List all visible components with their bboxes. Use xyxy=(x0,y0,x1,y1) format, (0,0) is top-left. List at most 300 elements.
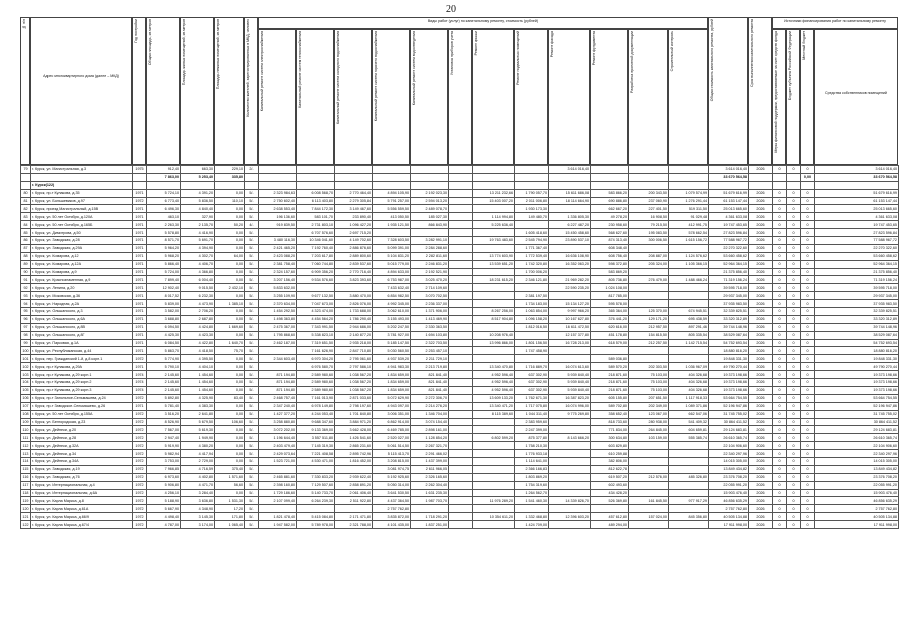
table-cell: 85 xyxy=(21,229,31,237)
table-cell: 212 957,50 xyxy=(629,323,669,331)
table-row xyxy=(21,173,899,181)
table-cell: 0 xyxy=(787,379,801,387)
table-cell: 9 677 132,50 xyxy=(297,292,335,300)
table-cell: 0 xyxy=(773,331,787,339)
table-cell: 0,00 xyxy=(215,379,245,387)
table-cell: 1971 xyxy=(133,363,147,371)
table-cell xyxy=(449,426,473,434)
table-cell: 4 383,30 xyxy=(181,402,215,410)
table-cell: 1 729 186,60 xyxy=(259,489,297,497)
table-cell xyxy=(335,173,373,181)
table-cell: 608 756,40 xyxy=(591,252,629,260)
table-cell: 3 835 872,00 xyxy=(373,513,411,521)
table-cell xyxy=(787,181,801,189)
table-cell xyxy=(629,173,669,181)
table-cell: 2 429 073,64 xyxy=(259,450,297,458)
table-cell: 149 480,70 xyxy=(515,213,549,221)
table-cell: 2 140 877,20 xyxy=(335,331,373,339)
table-cell: 2026 xyxy=(749,197,773,205)
table-cell: 451 178,80 xyxy=(591,331,629,339)
table-cell: 0,00 xyxy=(215,363,245,371)
table-cell: 0,00 xyxy=(215,308,245,316)
table-cell: 157 024,00 xyxy=(629,513,669,521)
table-cell: 637 302,90 xyxy=(515,379,549,387)
table-row xyxy=(21,481,899,489)
header-work-8: Ремонт подвальных помещений xyxy=(514,29,548,165)
table-cell xyxy=(411,166,449,174)
table-cell: 526 369,80 xyxy=(591,497,629,505)
table-cell: 2 847 710,80 xyxy=(335,347,373,355)
table-cell: 1 754 319,60 xyxy=(515,481,549,489)
table-cell: 15 903 476,40 xyxy=(815,489,899,497)
table-cell: 5/- xyxy=(245,402,259,410)
table-row xyxy=(21,418,899,426)
table-cell: 818 733,60 xyxy=(591,418,629,426)
table-cell xyxy=(549,268,591,276)
table-cell: 0 xyxy=(773,308,787,316)
table-cell: 17 911 998,00 xyxy=(815,521,899,529)
table-cell: 1 790 057,70 xyxy=(515,189,549,197)
table-cell: 2026 xyxy=(749,268,773,276)
table-cell: 1974 xyxy=(133,371,147,379)
table-cell: 1974 xyxy=(133,379,147,387)
table-cell xyxy=(473,229,515,237)
table-cell xyxy=(473,268,515,276)
table-cell: 2026 xyxy=(749,244,773,252)
table-row xyxy=(21,347,899,355)
table-cell xyxy=(449,237,473,245)
table-cell: 5 619,30 xyxy=(181,426,215,434)
table-cell: 5 061 514,50 xyxy=(373,442,411,450)
table-cell: 1971 xyxy=(133,205,147,213)
table-cell xyxy=(473,347,515,355)
table-cell xyxy=(259,173,297,181)
table-cell: 674 945,51 xyxy=(669,308,709,316)
table-cell: 56,60 xyxy=(215,481,245,489)
table-cell: 6 469 785,00 xyxy=(373,426,411,434)
table-cell: 26 610 365,74 xyxy=(815,434,899,442)
table-cell: 0 xyxy=(801,394,815,402)
table-cell: 589 702,80 xyxy=(591,402,629,410)
table-cell: 3 174,00 xyxy=(181,521,215,529)
table-cell: 1 038 567,20 xyxy=(335,371,373,379)
table-cell: 0 xyxy=(773,252,787,260)
table-cell: 10 346 041,60 xyxy=(297,237,335,245)
table-cell xyxy=(449,489,473,497)
table-cell xyxy=(449,386,473,394)
table-cell: 0,00 xyxy=(215,371,245,379)
table-cell: 1 571,60 xyxy=(215,473,245,481)
header-fin-2: Бюджет субъекта Российской Федерации xyxy=(786,29,800,165)
table-cell: 8 017,52 xyxy=(147,292,181,300)
table-cell xyxy=(473,292,515,300)
table-cell: 2026 xyxy=(749,276,773,284)
table-cell: 125 370,00 xyxy=(629,308,669,316)
table-cell: г. Курск, ул. Заводская, д.28 xyxy=(31,237,133,245)
table-cell: 4 366,80 xyxy=(181,268,215,276)
table-cell xyxy=(245,173,259,181)
table-cell: 7 966,85 xyxy=(147,465,181,473)
table-cell: 2026 xyxy=(749,379,773,387)
table-cell xyxy=(449,166,473,174)
table-cell: 0,00 xyxy=(215,434,245,442)
table-row xyxy=(21,197,899,205)
table-cell: 1 063 854,00 xyxy=(515,308,549,316)
table-cell: 116 xyxy=(21,473,31,481)
table-cell: 8 571,70 xyxy=(147,237,181,245)
table-cell: 6 084,50 xyxy=(147,339,181,347)
table-cell xyxy=(549,465,591,473)
table-row xyxy=(21,426,899,434)
table-cell: 2 432,10 xyxy=(215,284,245,292)
table-row xyxy=(21,292,899,300)
table-cell: 0 xyxy=(787,465,801,473)
table-cell: 0 xyxy=(773,410,787,418)
table-cell: 1972 xyxy=(133,410,147,418)
table-cell: 0 xyxy=(773,347,787,355)
table-cell: 111 xyxy=(21,434,31,442)
table-cell: 0 xyxy=(787,252,801,260)
table-cell: 9 015,50 xyxy=(181,284,215,292)
table-cell xyxy=(629,166,669,174)
table-cell: 39 744 148,96 xyxy=(709,323,749,331)
table-cell: 13 340 471,20 xyxy=(473,402,515,410)
table-cell: 0,00 xyxy=(215,355,245,363)
table-cell: 4 840,40 xyxy=(181,205,215,213)
table-cell: 1972 xyxy=(133,355,147,363)
table-cell: 61 153 147,44 xyxy=(709,197,749,205)
table-cell: 300 634,80 xyxy=(591,434,629,442)
table-cell: 2 714 109,60 xyxy=(411,284,449,292)
table-cell xyxy=(709,181,749,189)
table-row xyxy=(21,513,899,521)
table-cell: 5 556 559,50 xyxy=(373,205,411,213)
table-cell: 0,00 xyxy=(215,260,245,268)
table-cell: 101 xyxy=(22,356,29,361)
table-cell: 6 094,50 xyxy=(147,323,181,331)
table-cell: 2 589 980,60 xyxy=(297,379,335,387)
header-fin-group: Источники финансирования работ по капитальному ремонту xyxy=(772,17,898,29)
table-cell: 1971 xyxy=(133,229,147,237)
table-cell: 0 xyxy=(801,450,815,458)
table-cell: 2 798 197,60 xyxy=(335,402,373,410)
table-cell: 5/- xyxy=(245,457,259,465)
table-cell: 5/- xyxy=(245,323,259,331)
table-cell: 15 903 476,40 xyxy=(709,489,749,497)
table-cell: 5/- xyxy=(245,442,259,450)
table-cell: 1 426 541,60 xyxy=(335,434,373,442)
table-cell: 1 044 311,40 xyxy=(515,410,549,418)
table-cell: 610 259,88 xyxy=(591,450,629,458)
table-cell: 0 xyxy=(801,363,815,371)
table-cell xyxy=(515,355,549,363)
table-cell: 218 871,60 xyxy=(591,379,629,387)
table-cell: 5 892,80 xyxy=(147,394,181,402)
table-cell: 0 xyxy=(787,323,801,331)
table-cell: 86 xyxy=(21,237,31,245)
table-cell: 3 688,80 xyxy=(147,315,181,323)
table-cell: 5 836,50 xyxy=(181,197,215,205)
table-cell: 2 871 033,60 xyxy=(335,394,373,402)
table-cell xyxy=(411,181,449,189)
table-cell: 5 415 084,80 xyxy=(297,513,335,521)
table-cell: 53 660 458,62 xyxy=(709,252,749,260)
table-cell: 18 880 816,20 xyxy=(709,347,749,355)
table-cell: 7 319 651,50 xyxy=(297,339,335,347)
table-row xyxy=(21,268,899,276)
table-cell: 3 081 974,75 xyxy=(373,465,411,473)
table-cell: 5 050 314,00 xyxy=(373,481,411,489)
table-cell: 99 xyxy=(21,339,31,347)
table-cell: 5/- xyxy=(245,244,259,252)
table-cell: 771 834,00 xyxy=(591,426,629,434)
table-cell: 22 104 906,60 xyxy=(709,442,749,450)
table-cell: 0 xyxy=(787,237,801,245)
table-cell xyxy=(335,505,373,513)
table-cell: 358 652,40 xyxy=(591,410,629,418)
table-cell xyxy=(773,173,787,181)
table-cell: 75 103,00 xyxy=(629,371,669,379)
table-cell xyxy=(549,505,591,513)
table-row xyxy=(21,363,899,371)
table-cell: 16 728 213,00 xyxy=(549,339,591,347)
table-cell: 0 xyxy=(801,252,815,260)
table-cell: 23 376 708,20 xyxy=(815,473,899,481)
table-cell: 0 xyxy=(787,386,801,394)
table-cell: 4 952 596,40 xyxy=(473,379,515,387)
table-cell: 7 221 408,58 xyxy=(297,450,335,458)
table-cell: 0 xyxy=(787,244,801,252)
table-cell: 5/- xyxy=(245,418,259,426)
table-cell: 1 949,90 xyxy=(181,434,215,442)
table-cell: 2 284 288,60 xyxy=(411,244,449,252)
table-cell: 5 030 560,50 xyxy=(373,347,411,355)
table-cell: 0 xyxy=(787,292,801,300)
table-cell: г. Курск, ул. Большевиков, д.97 xyxy=(31,197,133,205)
table-cell: 0 xyxy=(773,402,787,410)
table-cell: 39 744 148,96 xyxy=(815,323,899,331)
table-cell: 5/- xyxy=(245,268,259,276)
table-cell: 3 258 880,80 xyxy=(259,418,297,426)
table-cell: 0 xyxy=(773,244,787,252)
table-cell: 118 xyxy=(21,489,31,497)
table-cell: 1975 xyxy=(133,166,147,174)
table-cell: 1 640,70 xyxy=(215,339,245,347)
table-cell xyxy=(591,181,629,189)
table-cell: 871 194,80 xyxy=(259,379,297,387)
table-cell: 0 xyxy=(787,347,801,355)
table-cell: 3 753,00 xyxy=(147,457,181,465)
table-cell xyxy=(669,355,709,363)
table-cell: 0 xyxy=(801,276,815,284)
table-cell: 229,10 xyxy=(215,166,245,174)
table-cell: 1972 xyxy=(133,197,147,205)
table-cell: 19 848 331,30 xyxy=(709,355,749,363)
table-row xyxy=(21,205,899,213)
table-cell: 2 381 758,40 xyxy=(259,260,297,268)
table-cell: 87 xyxy=(21,244,31,252)
table-cell xyxy=(449,300,473,308)
table-cell: 2 520 027,00 xyxy=(373,434,411,442)
table-cell: 4 380,20 xyxy=(181,442,215,450)
table-cell: 276 479,00 xyxy=(629,276,669,284)
table-row xyxy=(21,473,899,481)
table-cell: г. Курск, ул. Карла Маркса, д.66/9 xyxy=(31,513,133,521)
table-cell: 83,40 xyxy=(215,394,245,402)
table-cell: 4 471,70 xyxy=(181,481,215,489)
table-cell xyxy=(669,521,709,529)
table-cell: 4 530 471,00 xyxy=(297,457,335,465)
table-cell: 200 343,50 xyxy=(629,189,669,197)
table-row xyxy=(21,489,899,497)
table-cell: 821 841,40 xyxy=(411,371,449,379)
table-cell: 53 664 754,55 xyxy=(815,394,899,402)
table-cell: 821 841,40 xyxy=(411,379,449,387)
table-cell xyxy=(629,347,669,355)
header-area-res: Площадь жилых помещений, кв.метров xyxy=(180,17,214,165)
table-cell: 0,00 xyxy=(215,331,245,339)
table-cell: 2 192 023,30 xyxy=(411,189,449,197)
table-cell: 2 489 078,70 xyxy=(411,205,449,213)
table-cell: 457 612,80 xyxy=(591,513,629,521)
table-cell: 5/- xyxy=(245,426,259,434)
table-cell: 2 171 471,80 xyxy=(335,513,373,521)
table-cell: 7 145 319,30 xyxy=(297,442,335,450)
table-cell: 37 935 983,50 xyxy=(709,300,749,308)
table-cell: 2 462 187,00 xyxy=(259,339,297,347)
table-cell: 2026 xyxy=(749,521,773,529)
table-cell: г. Курск, ул. Ленина, д.20 xyxy=(31,284,133,292)
table-cell xyxy=(449,339,473,347)
table-cell: 1 733 688,00 xyxy=(335,308,373,316)
table-cell: 0 xyxy=(787,300,801,308)
table-cell: 110 xyxy=(21,426,31,434)
table-cell: 3 582,00 xyxy=(147,308,181,316)
table-cell: 4 787,00 xyxy=(147,521,181,529)
table-cell xyxy=(259,465,297,473)
table-cell: 4 992 345,00 xyxy=(373,300,411,308)
table-cell: 2 324 157,60 xyxy=(259,268,297,276)
table-cell: 603 829,80 xyxy=(591,442,629,450)
table-cell: 5 115 413,70 xyxy=(373,450,411,458)
table-cell: 22 104 906,60 xyxy=(815,442,899,450)
table-cell: 583 866,20 xyxy=(591,189,629,197)
table-cell: 1 701 840,80 xyxy=(335,410,373,418)
table-cell xyxy=(297,465,335,473)
table-cell: 0 xyxy=(801,481,815,489)
table-cell: 568 627,60 xyxy=(591,229,629,237)
table-cell: 25 013 665,60 xyxy=(815,205,899,213)
table-cell: 19 747 453,65 xyxy=(709,221,749,229)
table-cell: 0 xyxy=(773,355,787,363)
table-cell: 1 124 576,62 xyxy=(669,252,709,260)
table-cell: 0 xyxy=(801,442,815,450)
table-cell: 1971 xyxy=(133,315,147,323)
table-cell: 12 396 603,20 xyxy=(549,513,591,521)
table-cell xyxy=(669,244,709,252)
table-cell: 195 083,50 xyxy=(629,229,669,237)
table-cell: 29 937 345,00 xyxy=(815,292,899,300)
table-cell: 598 372,80 xyxy=(591,260,629,268)
table-cell xyxy=(449,505,473,513)
table-cell: 0,00 xyxy=(215,410,245,418)
table-row xyxy=(21,237,899,245)
table-cell: 2 935 218,00 xyxy=(335,339,373,347)
table-cell: 1 117 918,33 xyxy=(669,394,709,402)
table-cell xyxy=(473,173,515,181)
table-cell: 1 716 889,70 xyxy=(515,363,549,371)
table-cell: 0 xyxy=(801,166,815,174)
table-cell: 108 xyxy=(22,412,29,417)
table-cell: г. Курск, ул. Парковая, д.1А xyxy=(31,339,133,347)
table-cell: 0,00 xyxy=(215,268,245,276)
table-cell: 19 373 198,66 xyxy=(709,379,749,387)
table-cell: 8 143 666,20 xyxy=(549,434,591,442)
table-cell: 5 667,90 xyxy=(147,505,181,513)
table-cell: 2 135,70 xyxy=(181,221,215,229)
table-cell: 2 947,40 xyxy=(147,434,181,442)
table-cell: 2026 xyxy=(749,450,773,458)
table-cell: 1 196 644,40 xyxy=(259,434,297,442)
table-cell xyxy=(473,166,515,174)
table-cell: 1 747 458,90 xyxy=(515,347,549,355)
table-cell: 1971 xyxy=(133,189,147,197)
table-cell: 52 964 364,15 xyxy=(709,260,749,268)
table-cell: 5 939 840,40 xyxy=(549,386,591,394)
table-cell: 14 015 305,00 xyxy=(815,457,899,465)
table-cell: 2026 xyxy=(749,229,773,237)
table-cell: 16 074 996,00 xyxy=(549,402,591,410)
table-cell: 0 xyxy=(801,237,815,245)
table-cell: 17 911 998,00 xyxy=(709,521,749,529)
table-cell: г. Курск(122) xyxy=(31,181,133,189)
table-cell: 19 763 483,60 xyxy=(473,237,515,245)
table-cell: 0 xyxy=(787,221,801,229)
table-cell: 16 908,50 xyxy=(629,213,669,221)
table-cell: 0,00 xyxy=(215,276,245,284)
table-row xyxy=(21,276,899,284)
table-cell: 7 203 617,80 xyxy=(297,252,335,260)
table-cell: 1 771 367,40 xyxy=(515,244,549,252)
table-cell: г. Курск, пр-т Кулакова, д.29 корп.1 xyxy=(31,371,133,379)
table-cell: 93 xyxy=(21,292,31,300)
table-cell xyxy=(473,457,515,465)
table-cell: 2 267 321,70 xyxy=(411,442,449,450)
table-cell: г. Курск, пр-т Запольное-Сельмашева, д.24 xyxy=(31,394,133,402)
table-cell xyxy=(669,300,709,308)
table-cell: 6 496,30 xyxy=(147,205,181,213)
table-cell: 5 202 247,50 xyxy=(373,323,411,331)
table-cell: 1 947 582,00 xyxy=(259,521,297,529)
table-cell: 4 406,70 xyxy=(181,260,215,268)
table-cell: 4 395,50 xyxy=(181,355,215,363)
table-cell: 2026 xyxy=(749,221,773,229)
table-cell: 2026 xyxy=(749,308,773,316)
table-cell xyxy=(449,497,473,505)
table-cell: 5/- xyxy=(245,260,259,268)
table-cell: 1972 xyxy=(133,434,147,442)
table-cell: 2026 xyxy=(749,394,773,402)
table-cell: 618 579,00 xyxy=(591,339,629,347)
table-cell: 0,00 xyxy=(215,489,245,497)
table-cell: 6 862 914,00 xyxy=(373,418,411,426)
table-cell: 1 930 173,30 xyxy=(515,205,549,213)
table-cell: 5/- xyxy=(245,394,259,402)
table-cell: 2 944 686,00 xyxy=(335,323,373,331)
table-cell: 6 008 568,70 xyxy=(297,189,335,197)
table-cell: 4 422,80 xyxy=(181,339,215,347)
table-cell: 5 691,70 xyxy=(181,237,215,245)
